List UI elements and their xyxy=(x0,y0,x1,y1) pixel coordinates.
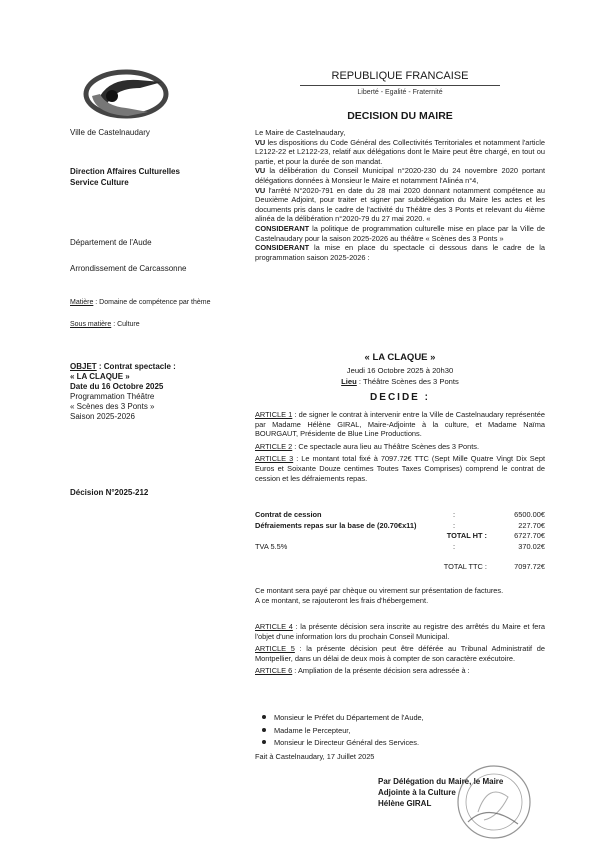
tva-label: TVA 5.5% xyxy=(255,541,288,551)
cons1-keyword: CONSIDERANT xyxy=(255,223,310,233)
lieu-value: : Théâtre Scènes des 3 Ponts xyxy=(356,377,459,386)
objet-prog: Programmation Théâtre xyxy=(70,392,155,401)
header-divider xyxy=(300,85,500,86)
a4-text: : la présente décision sera inscrite au registre des arrêtés du Maire et fera l'objet d'une information lors du prochain Conseil Municipal. xyxy=(255,622,545,641)
vu2-keyword: VU xyxy=(255,166,266,176)
objet-scenes: « Scènes des 3 Ponts » xyxy=(70,402,155,411)
cons2-text: la mise en place du spectacle ci dessous dans le cadre de la programmation saison 2025-2026 : xyxy=(255,243,545,262)
tva-value: 370.02€ xyxy=(518,541,545,551)
show-date: Jeudi 16 Octobre 2025 à 20h30 xyxy=(346,366,454,375)
colon: : xyxy=(452,541,455,551)
decision-number: Décision N°2025-212 xyxy=(70,488,149,497)
fait-line: Fait à Castelnaudary, 17 Juillet 2025 xyxy=(255,752,375,761)
bullet-icon xyxy=(262,740,266,744)
sous-matiere-block xyxy=(70,320,248,329)
show-lieu xyxy=(255,377,545,386)
recipients-list xyxy=(262,712,542,750)
decide-heading: DECIDE : xyxy=(370,392,430,403)
objet-date: Date du 16 Octobre 2025 xyxy=(70,382,164,391)
decision-title: DECISION DU MAIRE xyxy=(347,110,453,122)
sous-matiere-label: Sous matière xyxy=(70,321,112,328)
article-4 xyxy=(255,622,545,641)
a1-text: : de signer le contrat à intervenir entre la Ville de Castelnaudary représentée par Madame Hélène GIRAL, Maire-Adjointe à la culture, et Madame Naïma BOURGAUT, Présidente de Blue Line Productions. xyxy=(255,410,546,439)
signature-line1: Par Délégation du Maire, le Maire xyxy=(378,777,504,786)
recipient-text: Monsieur le Préfet du Département de l'Aude, xyxy=(274,713,424,722)
signature-line3: Hélène GIRAL xyxy=(378,799,432,808)
lieu-label: Lieu xyxy=(341,377,357,386)
signature-line2: Adjointe à la Culture xyxy=(378,788,456,797)
article-5 xyxy=(255,644,545,663)
intro-cons1 xyxy=(255,224,545,243)
article-1 xyxy=(255,410,545,439)
vu1-text: les dispositions du Code Général des Collectivités Territoriales et notamment l'article L2122-22 et L2122-23, relatif aux délégations dont le Maire peut être chargé, en tout ou partie, et pour la durée de son mandat. xyxy=(255,137,545,166)
cons1-text: la politique de programmation culturelle mise en place par la Ville de Castelnaudary pour la saison 2025-2026 au théâtre « Scènes des 3 Ponts » xyxy=(255,223,545,243)
cost-table xyxy=(255,510,545,573)
a6-keyword: ARTICLE 6 xyxy=(255,666,293,676)
cost-row-totalht xyxy=(255,531,545,542)
bullet-icon xyxy=(262,728,266,732)
colon: : xyxy=(452,520,455,530)
payment-line1: Ce montant sera payé par chèque ou virement sur présentation de factures. xyxy=(255,586,504,595)
a3-text: : Le montant total fixé à 7097.72€ TTC (Sept Mille Quatre Vingt Dix Sept Euros et Soixante Douze centimes Toutes Taxes Comprises) comprend le contrat de cession et les défraiements repas. xyxy=(255,454,545,483)
official-stamp xyxy=(448,762,540,840)
departement-label: Département de l'Aude xyxy=(70,238,152,247)
a2-keyword: ARTICLE 2 xyxy=(255,441,293,451)
a6-text: : Ampliation de la présente décision sera adressée à : xyxy=(292,666,470,676)
city-name: Ville de Castelnaudary xyxy=(70,128,150,137)
show-title: « LA CLAQUE » xyxy=(364,352,436,363)
a1-keyword: ARTICLE 1 xyxy=(255,410,293,419)
articles-1-3 xyxy=(255,410,545,483)
vu3-keyword: VU xyxy=(255,185,266,195)
cons2-keyword: CONSIDERANT xyxy=(255,243,310,253)
totalht-label: TOTAL HT : xyxy=(446,531,487,540)
objet-show: « LA CLAQUE » xyxy=(70,372,130,381)
city-logo xyxy=(78,66,170,124)
contrat-label: Contrat de cession xyxy=(255,510,322,519)
service-label: Service Culture xyxy=(70,178,129,187)
repas-label: Défraiements repas sur la base de (20.70€x11) xyxy=(255,520,417,530)
a5-keyword: ARTICLE 5 xyxy=(255,644,295,654)
article-3 xyxy=(255,454,545,483)
bullet-icon xyxy=(262,715,266,719)
vu2-text: la délibération du Conseil Municipal n°2020-230 du 24 novembre 2020 portant délégations données à Monsieur le Maire et notamment l'Alinéa n°4, xyxy=(255,166,545,185)
contrat-value: 6500.00€ xyxy=(514,510,545,519)
articles-4-6 xyxy=(255,622,545,676)
intro-vu1 xyxy=(255,138,545,167)
a2-text: : Ce spectacle aura lieu au Théâtre Scènes des 3 Ponts. xyxy=(292,441,480,451)
totalttc-label: TOTAL TTC : xyxy=(443,562,487,571)
cost-row-contrat xyxy=(255,510,545,521)
payment-block xyxy=(255,586,545,605)
recipient-text: Monsieur le Directeur Général des Services. xyxy=(274,738,419,747)
recipient-text: Madame le Percepteur, xyxy=(274,725,351,735)
direction-label: Direction Affaires Culturelles xyxy=(70,167,180,176)
cost-row-totalttc xyxy=(255,562,545,573)
cost-row-tva xyxy=(255,542,545,553)
intro-maire: Le Maire de Castelnaudary, xyxy=(255,128,346,137)
objet-title: : Contrat spectacle : xyxy=(96,362,176,371)
article-2 xyxy=(255,442,545,452)
totalht-value: 6727.70€ xyxy=(514,531,545,540)
republique-title: REPUBLIQUE FRANCAISE xyxy=(331,70,469,82)
intro-block xyxy=(255,128,545,262)
intro-vu3 xyxy=(255,186,545,224)
a3-keyword: ARTICLE 3 xyxy=(255,454,294,464)
recipient-item xyxy=(262,737,542,750)
objet-saison: Saison 2025-2026 xyxy=(70,412,135,421)
intro-cons2 xyxy=(255,243,545,262)
recipient-item xyxy=(262,712,542,725)
devise: Liberté - Egalité - Fraternité xyxy=(357,89,443,96)
matiere-block xyxy=(70,298,230,307)
a5-text: : la présente décision peut être déférée au Tribunal Administratif de Montpellier, dans un délai de deux mois à compter de son caractère exécutoire. xyxy=(255,644,545,663)
a4-keyword: ARTICLE 4 xyxy=(255,622,293,631)
repas-value: 227.70€ xyxy=(518,520,545,530)
article-6 xyxy=(255,666,545,676)
objet-label: OBJET xyxy=(70,362,97,371)
matiere-value: : Domaine de compétence par thème xyxy=(93,299,211,306)
recipient-item xyxy=(262,725,542,738)
matiere-label: Matière xyxy=(70,299,94,306)
objet-block xyxy=(70,362,248,422)
vu3-text: l'arrêté N°2020-791 en date du 28 mai 2020 donnant notamment compétence au Deuxième Adjoint, pour traiter et signer par subdélégation du Maire les actes et les documents pris dans le cadre de l'activité du Théâtre des 3 Ponts et relevant du 4ième alinéa de la délibération n°2020-79 du 27 mai 2020. « xyxy=(255,185,545,224)
intro-vu2 xyxy=(255,166,545,185)
vu1-keyword: VU xyxy=(255,137,266,147)
arrondissement-label: Arrondissement de Carcassonne xyxy=(70,264,187,273)
cost-row-repas xyxy=(255,521,545,532)
payment-line2: A ce montant, se rajouteront les frais d'hébergement. xyxy=(255,595,429,605)
totalttc-value: 7097.72€ xyxy=(514,562,545,571)
colon: : xyxy=(452,510,455,519)
sous-matiere-value: : Culture xyxy=(111,321,140,328)
